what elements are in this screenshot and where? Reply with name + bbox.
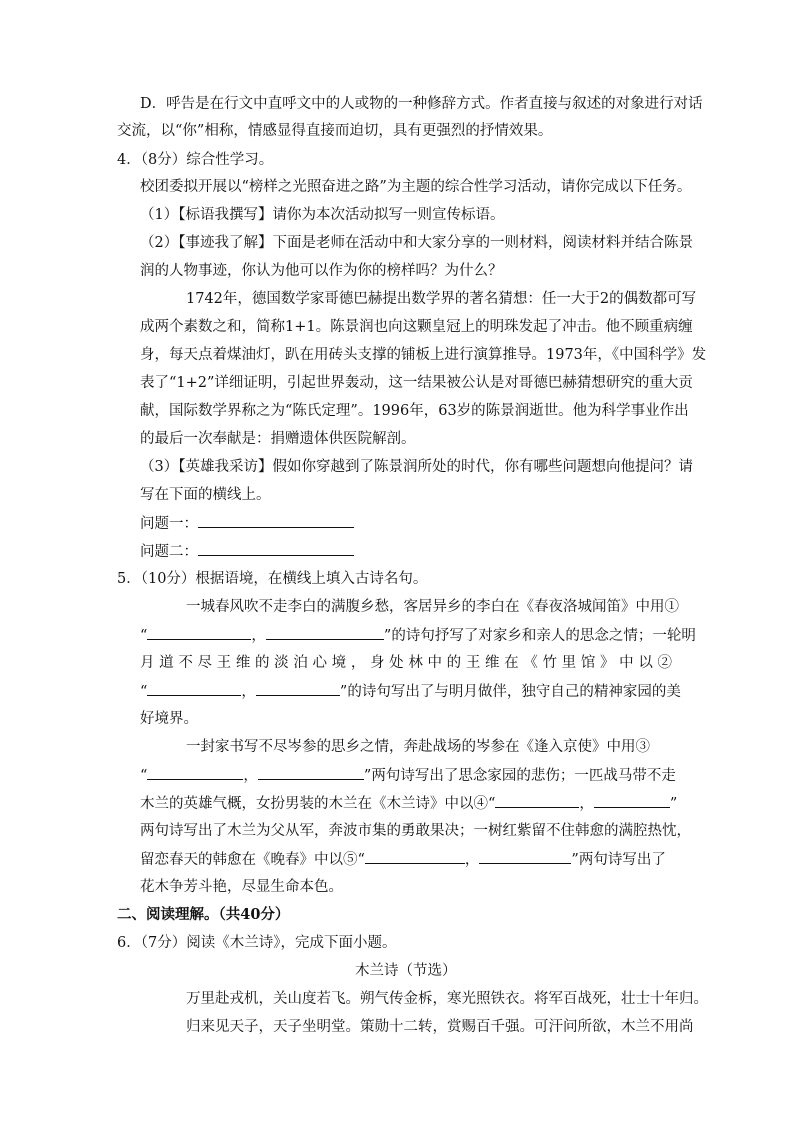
answer-blank-2[interactable] (198, 541, 354, 556)
q5-paragraph-1-line-4: “ ， ”的诗句写出了与明月做伴，独守自己的精神家园的美 (140, 681, 681, 703)
material-line-6: 的最后一次奉献是：捐赠遗体供医院解剖。 (140, 431, 416, 447)
question-4-task-2-line-1: （2）【事迹我了解】下面是老师在活动中和大家分享的一则材料，阅读材料并结合陈景 (140, 235, 693, 251)
answer-row-2 (140, 541, 354, 563)
material-line-2: 成两个素数之和，简称1+1。陈景润也向这颗皇冠上的明珠发起了冲击。他不顾重病缠 (140, 319, 693, 335)
q5-paragraph-2-line-2: “ ， ”两句诗写出了思念家园的悲伤；一匹战马带不走 (140, 765, 676, 787)
section-2-heading: 二、阅读理解。（共40分） (117, 906, 290, 923)
option-d-line-1: D．呼告是在行文中直呼文中的人或物的一种修辞方式。作者直接与叙述的对象进行对话 (140, 96, 703, 112)
poem-line-2: 归来见天子，天子坐明堂。策勋十二转，赏赐百千强。可汗问所欲，木兰不用尚 (186, 1019, 694, 1035)
question-4-task-3-line-1: （3）【英雄我采访】假如你穿越到了陈景润所处的时代，你有哪些问题想向他提问？请 (140, 459, 693, 475)
question-6-heading: 6．（7分）阅读《木兰诗》，完成下面小题。 (117, 935, 397, 951)
poem-blank-1a[interactable] (147, 625, 251, 640)
question-4-intro: 校团委拟开展以“榜样之光照奋进之路”为主题的综合性学习活动，请你完成以下任务。 (140, 179, 692, 195)
material-line-4: 表了“1+2”详细证明，引起世界轰动，这一结果被公认是对哥德巴赫猜想研究的重大贡 (140, 375, 693, 391)
question-4-heading: 4．（8分）综合性学习。 (117, 152, 274, 168)
material-line-1: 1742年，德国数学家哥德巴赫提出数学界的著名猜想：任一大于2的偶数都可写 (186, 291, 697, 307)
poem-blank-1b[interactable] (266, 625, 384, 640)
q5-paragraph-1-line-3: 月道不尽王维的淡泊心境，身处林中的王维在《竹里馆》中以② (140, 655, 672, 671)
q5-paragraph-1-line-2: “ ， ”的诗句抒写了对家乡和亲人的思念之情；一轮明 (140, 625, 696, 647)
poem-blank-3b[interactable] (258, 765, 364, 780)
poem-blank-5a[interactable] (365, 849, 465, 864)
question-4-task-1: （1）【标语我撰写】请你为本次活动拟写一则宣传标语。 (140, 207, 505, 223)
poem-blank-4b[interactable] (594, 793, 670, 808)
answer-label-1: 问题一： (140, 516, 198, 532)
material-line-3: 身，每天点着煤油灯，趴在用砖头支撑的铺板上进行演算推导。1973年，《中国科学》发 (140, 347, 707, 363)
question-4-task-3-line-2: 写在下面的横线上。 (140, 487, 271, 503)
q5-paragraph-2-line-5: 留恋春天的韩愈在《晚春》中以⑤“ ， ”两句诗写出了 (140, 849, 666, 871)
question-5-heading: 5．（10分）根据语境，在横线上填入古诗名句。 (117, 571, 428, 587)
material-line-5: 献，国际数学界称之为“陈氏定理”。1996年，63岁的陈景润逝世。他为科学事业作出 (140, 403, 689, 419)
option-d-line-2: 交流，以“你”相称，情感显得直接而迫切，具有更强烈的抒情效果。 (117, 123, 553, 139)
q5-paragraph-2-line-3: 木兰的英雄气概，女扮男装的木兰在《木兰诗》中以④“ ， ” (140, 793, 677, 815)
poem-blank-2b[interactable] (256, 681, 340, 696)
poem-blank-4a[interactable] (495, 793, 579, 808)
q5-paragraph-1-line-5: 好境界。 (140, 711, 198, 727)
q5-paragraph-2-line-4: 两句诗写出了木兰为父从军，奔波市集的勇敢果决；一树红紫留不住韩愈的满腔热忱， (140, 823, 691, 839)
q5-paragraph-1-line-1: 一城春风吹不走李白的满腹乡愁，客居异乡的李白在《春夜洛城闻笛》中用① (186, 599, 679, 615)
poem-blank-5b[interactable] (479, 849, 571, 864)
answer-label-2: 问题二： (140, 544, 198, 560)
q5-paragraph-2-line-6: 花木争芳斗艳，尽显生命本色。 (140, 879, 343, 895)
question-4-task-2-line-2: 润的人物事迹，你认为他可以作为你的榜样吗？为什么？ (140, 263, 503, 279)
poem-blank-3a[interactable] (147, 765, 243, 780)
poem-title: 木兰诗（节选） (355, 963, 457, 979)
poem-blank-2a[interactable] (147, 681, 241, 696)
answer-blank-1[interactable] (198, 513, 354, 528)
answer-row-1 (140, 513, 354, 535)
poem-line-1: 万里赴戎机，关山度若飞。朔气传金柝，寒光照铁衣。将军百战死，壮士十年归。 (186, 991, 708, 1007)
q5-paragraph-2-line-1: 一封家书写不尽岑参的思乡之情，奔赴战场的岑参在《逢入京使》中用③ (186, 739, 650, 755)
